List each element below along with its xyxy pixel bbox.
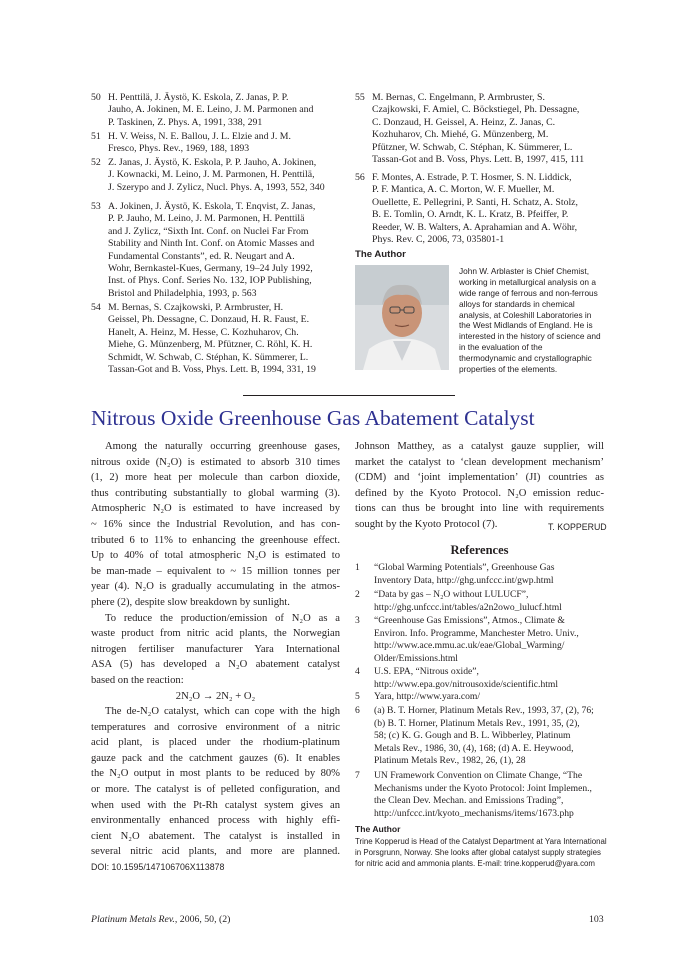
- body-line: market the catalyst to ‘clean development mechanism’: [355, 456, 604, 468]
- reference-line: http://www.ace.mmu.ac.uk/eae/Global_Warming/: [374, 640, 565, 652]
- reference-text: [108, 157, 340, 194]
- reference-line: A. Jokinen, J. Äystö, K. Eskola, T. Enqvist, Z. Janas,: [108, 201, 316, 212]
- bio-line: in the evaluation of the: [459, 342, 543, 353]
- reference-line: Fresco, Phys. Rev., 1969, 188, 1893: [108, 143, 250, 155]
- reference-line: Phys. Rev. C, 2006, 73, 035801-1: [372, 234, 505, 246]
- bio-line: working in metallurgical analysis on a: [459, 276, 596, 287]
- reference-text: [372, 92, 604, 166]
- reference-line: P. Taskinen, Z. Phys. A, 1991, 338, 291: [108, 116, 263, 128]
- author-heading: The Author: [355, 249, 406, 260]
- reference-line: Schmidt, W. Schwab, C. Stéphan, K. Sümmerer, L.: [108, 351, 309, 363]
- body-paragraph: [91, 704, 340, 860]
- reference-number: 53: [91, 201, 101, 212]
- body-line: when used with the Pt-Rh catalyst system gives an: [91, 799, 340, 811]
- body-line: Up to 40% of total atmospheric N₂O is estimated to: [91, 550, 340, 562]
- reference-number: 51: [91, 131, 101, 142]
- references-column-left: [91, 92, 340, 382]
- reference-line: Kozhuharov, Ch. Miehé, G. Münzenberg, M.: [372, 129, 549, 141]
- reference-line: P. P. Jauho, M. Leino, J. M. Parmonen, H. Penttilä: [108, 213, 305, 225]
- reference-line: UN Framework Convention on Climate Change, “The: [374, 770, 583, 781]
- article-body-right: [355, 439, 604, 533]
- reference-line: http://ghg.unfccc.int/tables/a2n2owo_lulucf.html: [374, 601, 562, 613]
- portrait-image: [355, 265, 449, 370]
- references-heading: References: [450, 543, 509, 557]
- reference-number: 54: [91, 302, 101, 313]
- bio-line: properties of the elements.: [459, 364, 558, 375]
- reference-number: 52: [91, 157, 101, 168]
- reference-line: Environ. Info. Programme, Manchester Metro. Univ.,: [374, 627, 579, 639]
- doi: DOI: 10.1595/147106706X113878: [91, 862, 225, 872]
- reference-line: Wohr, Bernkastel-Kues, Germany, 19–24 July 1992,: [108, 263, 313, 275]
- reference-line: Tassan-Got and B. Voss, Phys. Lett. B, 1994, 331, 19: [108, 364, 316, 376]
- reference-line: F. Montes, A. Estrade, P. T. Hosmer, S. N. Liddick,: [372, 172, 572, 183]
- body-line: waste product from nitric acid plants, the Norwegian: [91, 628, 340, 640]
- reference-line: H. V. Weiss, N. E. Ballou, J. L. Elzie and J. M.: [108, 131, 291, 142]
- reference-line: Hanelt, A. Heinz, M. Hesse, C. Kozhuharov, Ch.: [108, 326, 299, 338]
- reference-text: [374, 666, 604, 691]
- reference-text: [374, 770, 604, 820]
- body-line: or more. The catalyst is of pelleted configuration, and: [91, 784, 340, 796]
- bio-line: wide range of ferrous and non-ferrous: [459, 287, 598, 298]
- page-number: 103: [589, 914, 604, 925]
- reference-line: the Clean Dev. Mechan. and Emissions Trading”,: [374, 795, 564, 807]
- bio-line: in Porsgrunn, Norway. She looks after global catalyst supply strategies: [355, 848, 601, 858]
- body-line: defined by the Kyoto Protocol. N₂O emission reduc-: [355, 487, 604, 499]
- journal-issue: , 2006, 50, (2): [174, 914, 231, 925]
- reference-line: Reeder, W. B. Walters, A. Aprahamian and A. Wöhr,: [372, 221, 578, 233]
- reference-line: Metals Rev., 1986, 30, (4), 168; (d) A. E. Heywood,: [374, 742, 574, 754]
- reference-text: [108, 92, 340, 129]
- reference-text: [108, 131, 340, 156]
- reference-line: C. Donzaud, H. Geissel, A. Heinz, Z. Janas, C.: [372, 116, 556, 128]
- reference-number: 2: [355, 589, 360, 600]
- reference-line: “Global Warming Potentials”, Greenhouse Gas: [374, 562, 555, 573]
- reference-line: Tassan-Got and B. Voss, Phys. Lett. B, 1997, 415, 111: [372, 154, 585, 166]
- reference-number: 4: [355, 666, 360, 677]
- bio-line: thermodynamic and crystallographic: [459, 353, 592, 364]
- reference-line: http://unfccc.int/kyoto_mechanisms/items/1673.php: [374, 807, 574, 819]
- reference-line: H. Penttilä, J. Äystö, K. Eskola, Z. Janas, P. P.: [108, 92, 289, 103]
- bio-line: Trine Kopperud is Head of the Catalyst Department at Yara International: [355, 837, 607, 846]
- body-line: the N₂O output in most plants to be reduced by 80%: [91, 768, 340, 780]
- body-line: phere (2), despite slow breakdown by sunlight.: [91, 596, 290, 608]
- article-title: Nitrous Oxide Greenhouse Gas Abatement Catalyst: [91, 406, 535, 430]
- reference-line: Miehe, G. Münzenberg, M. Pfützner, C. Röhl, K. H.: [108, 339, 313, 351]
- reference-number: 6: [355, 705, 360, 716]
- reference-line: Czajkowski, F. Amiel, C. Böckstiegel, Ph. Dessagne,: [372, 104, 580, 116]
- reference-line: B. E. Tomlin, O. Arndt, K. L. Kratz, B. Pfeiffer, P.: [372, 209, 569, 221]
- body-line: To reduce the production/emission of N₂O as a: [105, 612, 340, 624]
- reference-text: [108, 302, 340, 376]
- author-photo: [355, 265, 449, 370]
- reference-line: J. Kownacki, M. Leino, J. M. Parmonen, H. Penttilä,: [108, 169, 315, 181]
- body-line: year (4). N₂O is gradually accumulating in the atmos-: [91, 581, 340, 593]
- reference-line: “Data by gas – N₂O without LULUCF”,: [374, 589, 529, 600]
- reference-number: 1: [355, 562, 360, 573]
- author2-heading: The Author: [355, 824, 401, 834]
- bio-line: John W. Arblaster is Chief Chemist,: [459, 266, 590, 276]
- reference-text: [374, 691, 604, 704]
- reference-number: 55: [355, 92, 365, 103]
- reaction-equation: 2N₂O → 2N₂ + O₂: [175, 690, 256, 702]
- reference-line: Bristol and Philadelphia, 1993, p. 563: [108, 287, 257, 299]
- body-line: Atmospheric N₂O is estimated to have increased by: [91, 503, 340, 515]
- body-line: nitrogen fertiliser manufacturer Yara International: [91, 643, 340, 655]
- references-column-right: [355, 92, 604, 246]
- reference-line: P. F. Mantica, A. C. Morton, W. F. Mueller, M.: [372, 184, 555, 196]
- reference-text: [374, 562, 604, 587]
- reference-text: [374, 615, 604, 665]
- reference-line: Geissel, Ph. Dessagne, C. Donzaud, H. R. Faust, E.: [108, 314, 310, 326]
- body-line: (CDM) and ‘joint implementation’ (JI) countries as: [355, 472, 604, 484]
- reference-number: 56: [355, 172, 365, 183]
- body-line: thus contributing substantially to global warming (3).: [91, 487, 340, 499]
- reference-line: M. Bernas, C. Engelmann, P. Armbruster, S.: [372, 92, 545, 103]
- body-line: sought by the Kyoto Protocol (7).: [355, 518, 498, 530]
- footer-journal: [91, 914, 230, 925]
- body-line: temperatures and corrosive environment of a nitric: [91, 721, 340, 733]
- body-line: nitrous oxide (N₂O) is estimated to absorb 310 times: [91, 456, 340, 468]
- reference-line: Inventory Data, http://ghg.unfccc.int/gwp.html: [374, 574, 554, 586]
- reference-line: Fundamental Constants”, ed. R. Neugart and A.: [108, 250, 295, 262]
- reference-line: M. Bernas, S. Czajkowski, P. Armbruster, H.: [108, 302, 284, 313]
- reference-line: Ouellette, E. Pellegrini, P. Santi, H. Schatz, A. Stolz,: [372, 196, 578, 208]
- reference-line: Yara, http://www.yara.com/: [374, 691, 481, 702]
- reference-line: Inst. of Phys. Conf. Series No. 132, IOP Publishing,: [108, 275, 312, 287]
- reference-line: Stability and Ninth Int. Conf. on Atomic Masses and: [108, 238, 315, 250]
- reference-line: 58; (c) K. G. Gough and B. L. Wibberley, Platinum: [374, 730, 571, 742]
- bio-line: for nitric acid and ammonia plants. E-mail: trine.kopperud@yara.com: [355, 859, 596, 869]
- body-line: based on the reaction:: [91, 674, 184, 686]
- reference-line: http://www.epa.gov/nitrousoxide/scientific.html: [374, 678, 559, 690]
- body-line: tions can thus be brought into line with requirements: [355, 503, 604, 515]
- reference-line: Z. Janas, J. Äystö, K. Eskola, P. P. Jauho, A. Jokinen,: [108, 157, 317, 168]
- body-line: (1, 2) more heat per molecule than carbon dioxide,: [91, 472, 340, 484]
- bio-line: interested in the history of science and: [459, 331, 601, 342]
- body-line: ~ 16% since the Industrial Revolution, and has con-: [91, 518, 340, 530]
- reference-number: 5: [355, 691, 360, 702]
- reference-line: Platinum Metals Rev., 1982, 26, (1), 28: [374, 755, 526, 767]
- reference-line: Older/Emissions.html: [374, 652, 458, 664]
- journal-name: Platinum Metals Rev.: [91, 914, 175, 925]
- reference-line: and J. Zylicz, “Sixth Int. Conf. on Nuclei Far From: [108, 225, 309, 237]
- body-line: several nitric acid plants, and more are planned.: [91, 846, 340, 858]
- reference-text: [108, 201, 340, 300]
- body-line: cient N₂O abatement. The catalyst is installed in: [91, 830, 340, 842]
- body-line: acid plant, is placed under the rhodium-platinum: [91, 737, 340, 749]
- body-line: gauze pack and the catchment gauzes (6). It enables: [91, 752, 340, 764]
- author-bio: [459, 266, 609, 375]
- author2-bio: [355, 836, 610, 870]
- reference-number: 3: [355, 615, 360, 626]
- body-line: Johnson Matthey, as a catalyst gauze supplier, will: [355, 441, 604, 452]
- reference-line: Pfützner, W. Schwab, C. Stéphan, K. Sümmerer, L.: [372, 141, 573, 153]
- reference-line: Mechanisms under the Kyoto Protocol: Joint Implemen.,: [374, 782, 592, 794]
- section-divider: [243, 395, 455, 396]
- reference-number: 7: [355, 770, 360, 781]
- body-line: The de-N₂O catalyst, which can cope with the high: [105, 706, 340, 718]
- reference-text: [374, 589, 604, 614]
- body-line: be man-made – equivalent to ~ 15 million tonnes per: [91, 565, 340, 577]
- signature: T. KOPPERUD: [548, 522, 607, 532]
- reference-line: (b) B. T. Horner, Platinum Metals Rev., 1991, 35, (2),: [374, 717, 580, 729]
- bio-line: the West Midlands of England. He is: [459, 320, 593, 331]
- reference-number: 50: [91, 92, 101, 103]
- article-body-left: [91, 439, 340, 860]
- body-line: environmentally enhanced process with highly effi-: [91, 815, 340, 827]
- reference-text: [372, 172, 604, 246]
- article-references: [355, 562, 604, 822]
- body-line: tributed 6 to 11% to enhancing the greenhouse effect.: [91, 534, 340, 546]
- reference-line: U.S. EPA, “Nitrous oxide”,: [374, 666, 479, 677]
- reference-text: [374, 705, 604, 768]
- reference-line: Jauho, A. Jokinen, M. E. Leino, J. M. Parmonen and: [108, 104, 314, 116]
- reference-line: J. Szerypo and J. Zylicz, Nucl. Phys. A, 1993, 552, 340: [108, 181, 325, 193]
- reference-line: (a) B. T. Horner, Platinum Metals Rev., 1993, 37, (2), 76;: [374, 705, 594, 716]
- reference-line: “Greenhouse Gas Emissions”, Atmos., Climate &: [374, 615, 565, 626]
- body-line: ASA (5) has developed a N₂O abatement catalyst: [91, 659, 340, 671]
- bio-line: analysis, at Coleshill Laboratories in: [459, 309, 592, 320]
- bio-line: alloys for standards in chemical: [459, 298, 575, 309]
- body-line: Among the naturally occurring greenhouse gases,: [105, 441, 340, 452]
